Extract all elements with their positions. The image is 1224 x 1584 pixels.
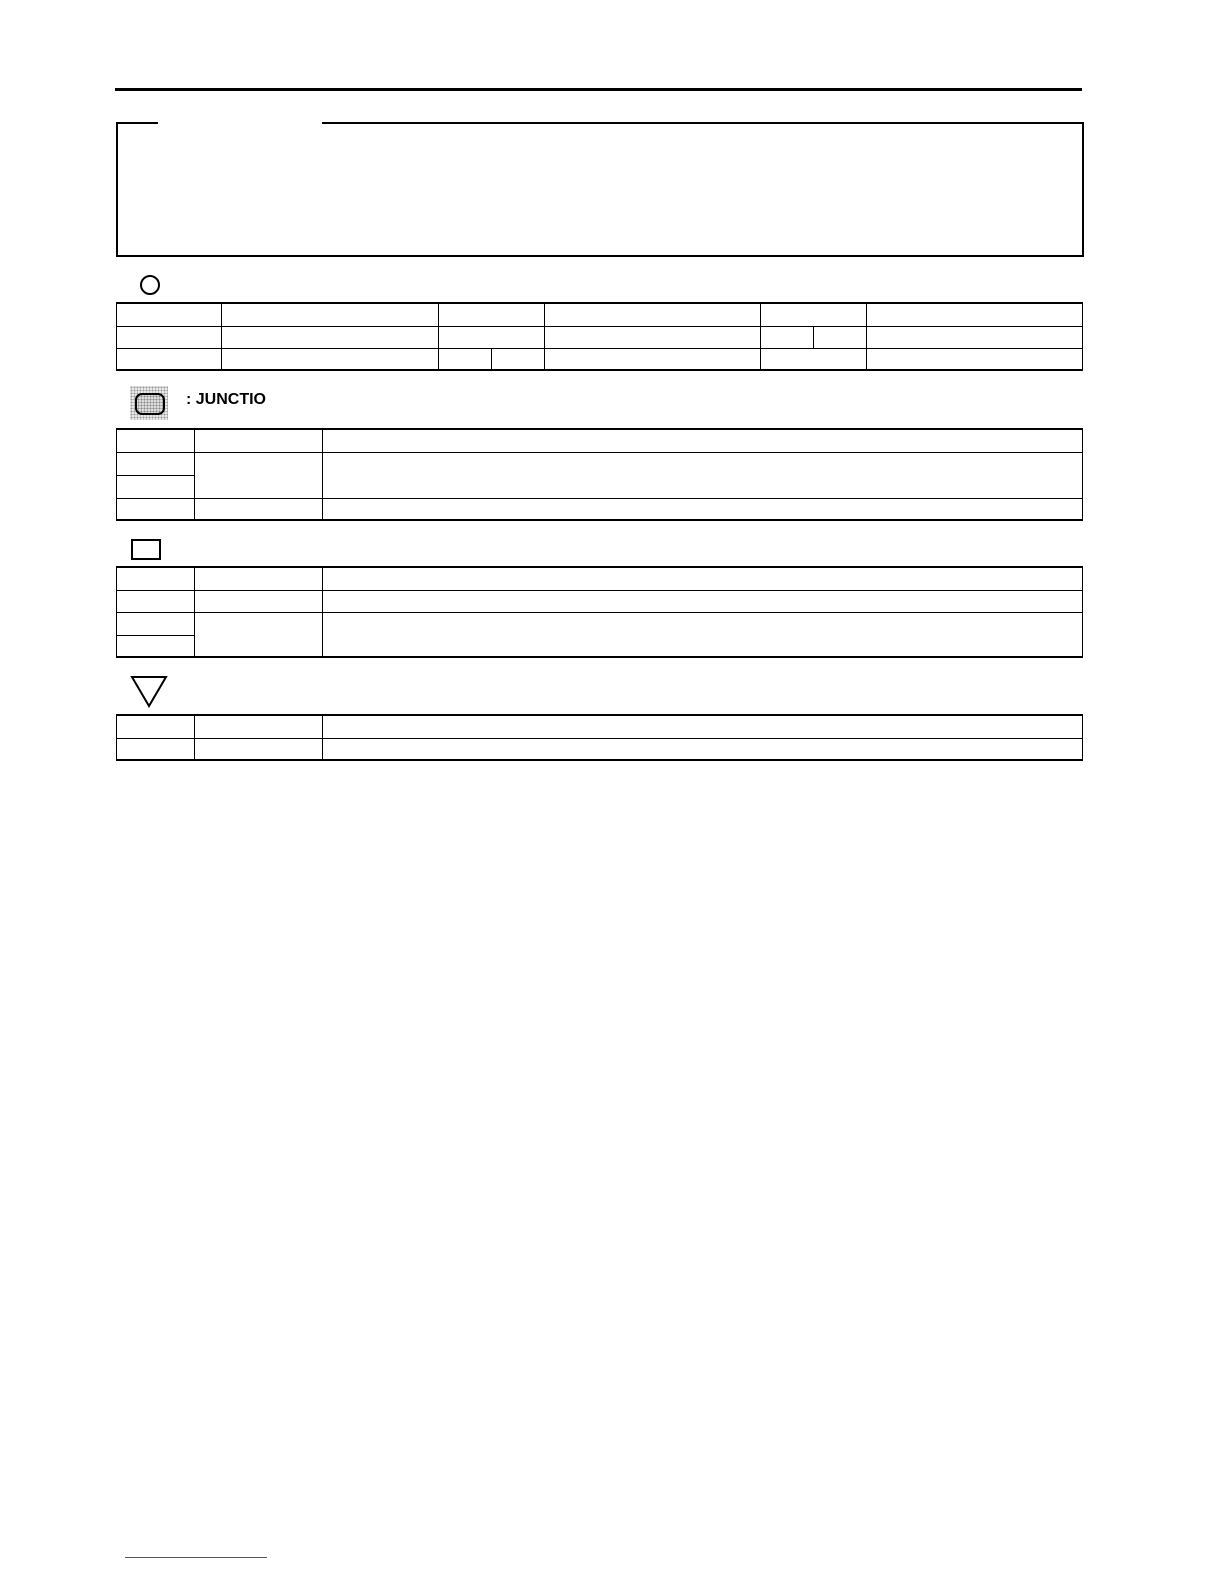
- cell-divider: [491, 349, 492, 370]
- table-cell: [117, 475, 195, 498]
- table-cell: [117, 635, 195, 657]
- table-cell: [195, 738, 323, 760]
- table-cell: [323, 590, 1083, 612]
- table-row: [117, 326, 1083, 348]
- table-cell: [545, 348, 761, 370]
- rectangle-icon: [131, 539, 161, 560]
- rect-table: [116, 566, 1083, 658]
- table-row: [117, 303, 1083, 326]
- table-row: [117, 738, 1083, 760]
- table-cell-split: [761, 326, 867, 348]
- table-cell: [545, 326, 761, 348]
- table-row: [117, 612, 1083, 635]
- table-row: [117, 452, 1083, 475]
- table-row: [117, 429, 1083, 452]
- table-cell: [195, 498, 323, 520]
- table-cell-merged: [195, 612, 323, 657]
- table-cell: [323, 429, 1083, 452]
- table-row: [117, 567, 1083, 590]
- connector-table: [116, 302, 1083, 371]
- junction-legend-label: : JUNCTIO: [186, 391, 266, 408]
- table-cell: [195, 715, 323, 738]
- table-row: [117, 715, 1083, 738]
- table-cell: [222, 348, 439, 370]
- table-cell: [323, 738, 1083, 760]
- table-cell: [117, 738, 195, 760]
- table-row: [117, 348, 1083, 370]
- table-cell: [195, 567, 323, 590]
- table-cell: [867, 326, 1083, 348]
- junction-table: [116, 428, 1083, 521]
- table-cell: [323, 715, 1083, 738]
- table-row: [117, 498, 1083, 520]
- table-cell: [117, 498, 195, 520]
- cell-divider: [813, 327, 814, 348]
- table-cell: [323, 567, 1083, 590]
- table-cell: [439, 326, 545, 348]
- table-row: [117, 590, 1083, 612]
- table-cell: [117, 567, 195, 590]
- table-cell-split: [439, 348, 545, 370]
- table-cell: [439, 303, 545, 326]
- table-cell: [117, 429, 195, 452]
- table-cell: [761, 303, 867, 326]
- title-frame-edge-right: [322, 122, 1082, 124]
- footer-link-underline[interactable]: [125, 1557, 267, 1558]
- circle-icon: [140, 275, 160, 295]
- table-cell: [117, 348, 222, 370]
- table-cell: [195, 429, 323, 452]
- table-cell: [117, 590, 195, 612]
- junction-block-icon: [135, 393, 165, 415]
- table-cell: [867, 348, 1083, 370]
- table-cell-merged: [323, 612, 1083, 657]
- ground-table: [116, 714, 1083, 761]
- table-cell-merged: [323, 452, 1083, 498]
- table-cell: [117, 452, 195, 475]
- table-cell: [761, 348, 867, 370]
- table-cell: [117, 326, 222, 348]
- table-cell: [117, 303, 222, 326]
- table-cell: [117, 715, 195, 738]
- table-cell: [323, 498, 1083, 520]
- table-cell-merged: [195, 452, 323, 498]
- table-cell: [222, 326, 439, 348]
- table-cell: [195, 590, 323, 612]
- table-cell: [867, 303, 1083, 326]
- table-cell: [222, 303, 439, 326]
- triangle-down-icon: [130, 675, 168, 709]
- title-frame-edge-left: [116, 122, 158, 124]
- table-cell: [117, 612, 195, 635]
- title-frame-box: [116, 122, 1084, 257]
- table-cell: [545, 303, 761, 326]
- page-header-rule: [115, 88, 1082, 91]
